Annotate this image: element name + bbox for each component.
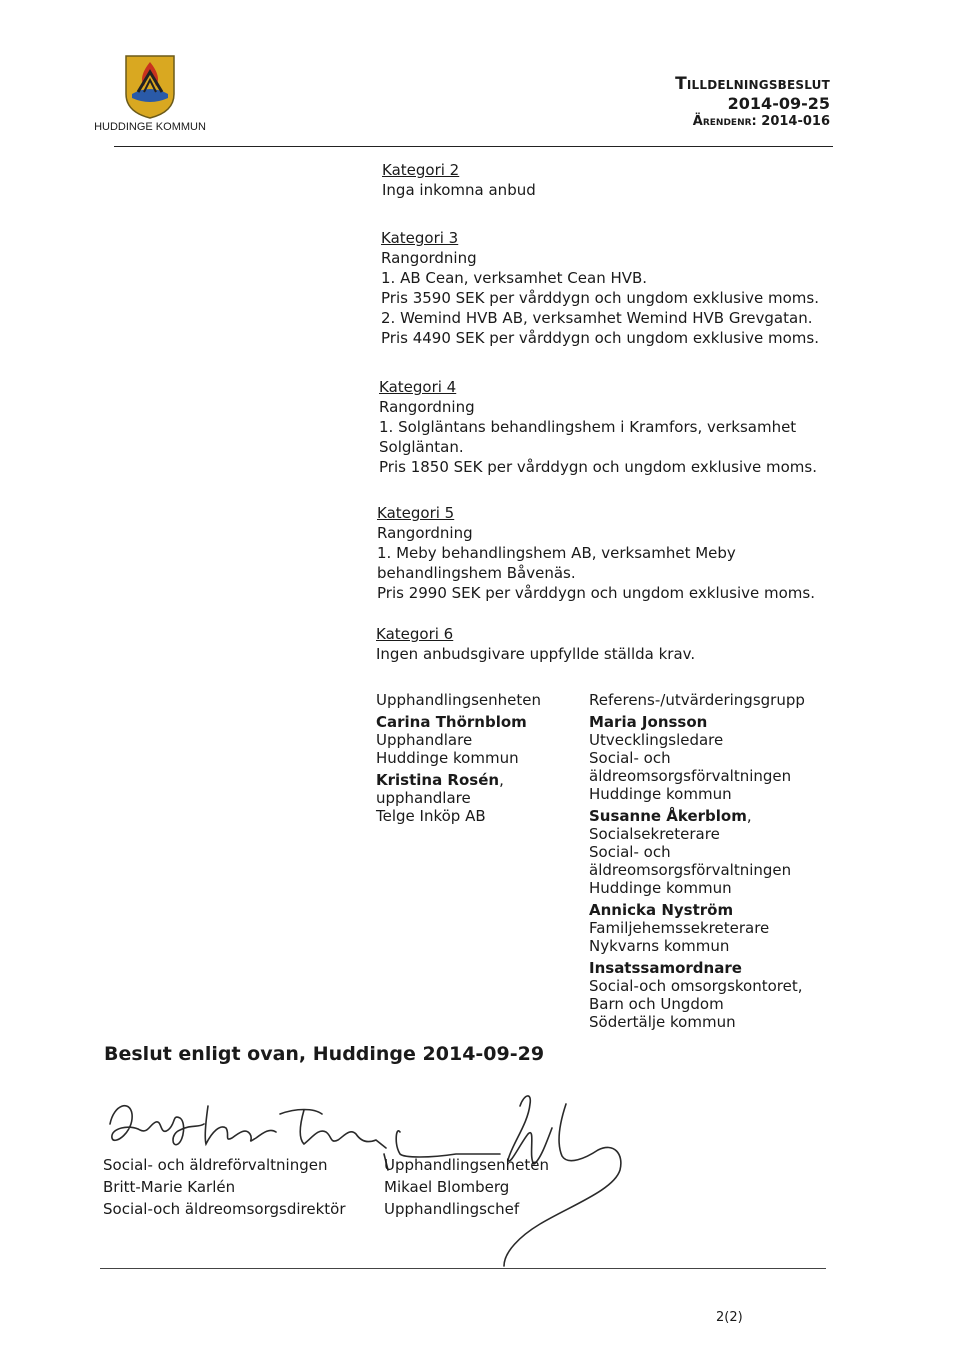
section-line: 2. Wemind HVB AB, verksamhet Wemind HVB Grevgatan.	[381, 309, 813, 327]
section-line: 1. AB Cean, verksamhet Cean HVB.	[381, 269, 648, 287]
reference-group-block: Referens-/utvärderingsgrupp Maria Jonsson Utvecklingsledare Social- och äldreomsorgsförvaltningen Huddinge kommun Susanne Åkerblom, Socialsekreterare Social- och äldreomsorgsförvaltningen Huddinge kommun Annicka Nyström Familjehemssekreterare Nykvarns kommun Insatssamordnare Social-och omsorgskontoret, Barn och Ungdom Södertälje kommun	[589, 691, 805, 1031]
section-line: Rangordning	[381, 249, 477, 267]
section-line: 1. Meby behandlingshem AB, verksamhet Meby	[377, 544, 736, 562]
section-line: Pris 3590 SEK per vårddygn och ungdom exklusive moms.	[381, 289, 819, 307]
signatory-line: Upphandlingsenheten	[384, 1156, 550, 1174]
category-heading: Kategori 6	[376, 625, 454, 643]
person-detail: äldreomsorgsförvaltningen	[589, 861, 792, 879]
person-detail: Upphandlare	[376, 731, 473, 749]
category-heading: Kategori 5	[377, 504, 455, 522]
category-section	[381, 228, 819, 348]
procurement-unit-block: Upphandlingsenheten Carina Thörnblom Upphandlare Huddinge kommun Kristina Rosén, upphandlare Telge Inköp AB	[376, 691, 542, 825]
person-detail: Huddinge kommun	[376, 749, 519, 767]
person-detail: Social-och omsorgskontoret,	[589, 977, 803, 995]
person-detail: Socialsekreterare	[589, 825, 720, 843]
person-detail: Social- och	[589, 749, 671, 767]
category-section	[377, 503, 815, 603]
person-detail: äldreomsorgsförvaltningen	[589, 767, 792, 785]
person-detail: Familjehemssekreterare	[589, 919, 770, 937]
signatory-line: Social-och äldreomsorgsdirektör	[103, 1200, 346, 1218]
section-line: 1. Solgläntans behandlingshem i Kramfors, verksamhet	[379, 418, 797, 436]
signatory-line: Upphandlingschef	[384, 1200, 520, 1218]
person-name: Carina Thörnblom	[376, 713, 527, 731]
category-heading: Kategori 3	[381, 229, 459, 247]
column-heading: Upphandlingsenheten	[376, 691, 542, 709]
signatory-block	[103, 1154, 346, 1220]
person-detail: Utvecklingsledare	[589, 731, 724, 749]
signatory-block	[384, 1154, 549, 1220]
person-name: Susanne Åkerblom	[589, 807, 747, 825]
page-number: 2(2)	[716, 1310, 743, 1325]
section-line: Rangordning	[377, 524, 473, 542]
person-detail: Huddinge kommun	[589, 879, 732, 897]
section-line: Ingen anbudsgivare uppfyllde ställda krav.	[376, 645, 696, 663]
footer-divider	[100, 1268, 826, 1269]
person-detail: Nykvarns kommun	[589, 937, 730, 955]
column-heading: Referens-/utvärderingsgrupp	[589, 691, 805, 709]
case-number: 2014-016	[761, 114, 830, 129]
person-name: Annicka Nyström	[589, 901, 734, 919]
person-name: Maria Jonsson	[589, 713, 708, 731]
person-detail: Social- och	[589, 843, 671, 861]
document-header: Tilldelningsbeslut 2014-09-25 Ärendenr: 2014-016	[675, 74, 830, 129]
municipality-name: HUDDINGE KOMMUN	[94, 121, 206, 133]
document-date: 2014-09-25	[727, 94, 830, 113]
category-heading: Kategori 2	[382, 161, 460, 179]
decision-statement: Beslut enligt ovan, Huddinge 2014-09-29	[104, 1043, 545, 1065]
person-detail: upphandlare	[376, 789, 471, 807]
signatory-line: Mikael Blomberg	[384, 1178, 510, 1196]
section-line: Solgläntan.	[379, 438, 464, 456]
person-name: Kristina Rosén	[376, 771, 500, 789]
person-detail: Telge Inköp AB	[376, 807, 486, 825]
header-divider	[114, 146, 833, 147]
section-line: Pris 1850 SEK per vårddygn och ungdom exklusive moms.	[379, 458, 817, 476]
person-detail: Huddinge kommun	[589, 785, 732, 803]
signatory-line: Britt-Marie Karlén	[103, 1178, 236, 1196]
category-heading: Kategori 4	[379, 378, 457, 396]
section-line: Rangordning	[379, 398, 475, 416]
section-line: behandlingshem Båvenäs.	[377, 564, 576, 582]
category-section	[382, 160, 536, 200]
section-line: Pris 2990 SEK per vårddygn och ungdom exklusive moms.	[377, 584, 815, 602]
document-type: Tilldelningsbeslut	[675, 74, 830, 94]
signatory-line: Social- och äldreförvaltningen	[103, 1156, 328, 1174]
section-line: Inga inkomna anbud	[382, 181, 536, 199]
category-section	[376, 624, 695, 664]
section-line: Pris 4490 SEK per vårddygn och ungdom exklusive moms.	[381, 329, 819, 347]
municipality-coat-of-arms	[122, 54, 178, 120]
category-section	[379, 377, 817, 477]
case-label: Ärendenr	[692, 114, 752, 129]
person-name: Insatssamordnare	[589, 959, 742, 977]
person-detail: Södertälje kommun	[589, 1013, 736, 1031]
person-detail: Barn och Ungdom	[589, 995, 724, 1013]
